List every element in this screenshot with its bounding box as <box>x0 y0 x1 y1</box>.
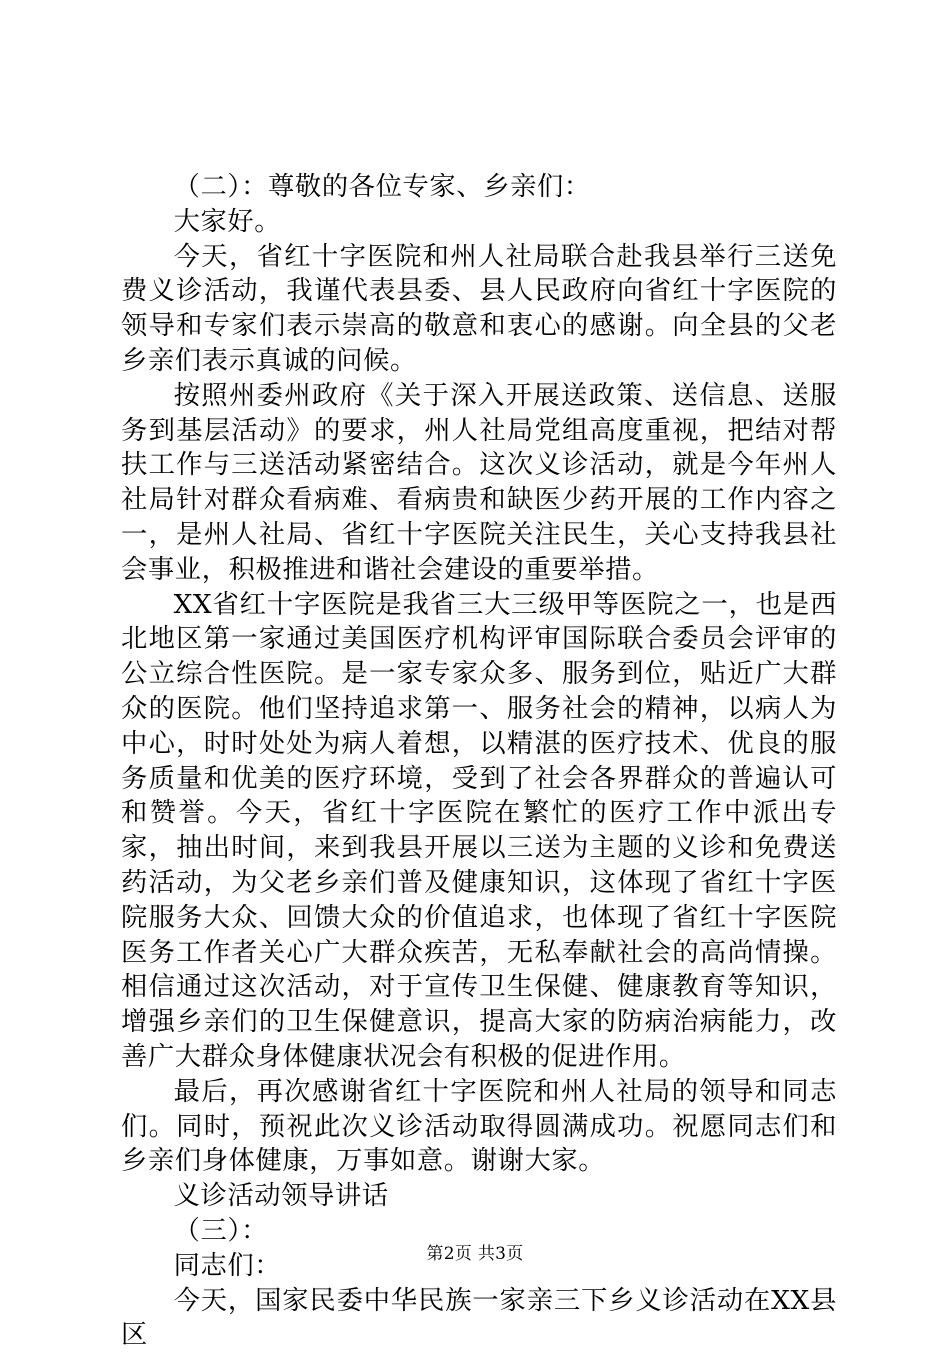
salutation-paragraph: 同志们： <box>121 1249 837 1284</box>
body-paragraph: 今天，国家民委中华民族一家亲三下乡义诊活动在XX县区 <box>121 1284 837 1353</box>
page-number-label: 第2页 共3页 <box>426 1244 523 1264</box>
section-heading: 义诊活动领导讲话 <box>121 1179 837 1214</box>
salutation-paragraph: （二）：尊敬的各位专家、乡亲们： <box>121 170 837 205</box>
body-paragraph: 今天，省红十字医院和州人社局联合赴我县举行三送免费义诊活动，我谨代表县委、县人民政府向省红十字医院的领导和专家们表示崇高的敬意和衷心的感谢。向全县的父老乡亲们表示真诚的问候。 <box>121 240 837 379</box>
section-number: （三）： <box>121 1214 837 1249</box>
closing-paragraph: 最后，再次感谢省红十字医院和州人社局的领导和同志们。同时，预祝此次义诊活动取得圆满成功。祝愿同志们和乡亲们身体健康，万事如意。谢谢大家。 <box>121 1075 837 1179</box>
greeting-paragraph: 大家好。 <box>121 205 837 240</box>
body-paragraph: XX省红十字医院是我省三大三级甲等医院之一，也是西北地区第一家通过美国医疗机构评审国际联合委员会评审的公立综合性医院。是一家专家众多、服务到位，贴近广大群众的医院。他们坚持追求第一、服务社会的精神，以病人为中心，时时处处为病人着想，以精湛的医疗技术、优良的服务质量和优美的医疗环境，受到了社会各界群众的普遍认可和赞誉。今天，省红十字医院在繁忙的医疗工作中派出专家，抽出时间，来到我县开展以三送为主题的义诊和免费送药活动，为父老乡亲们普及健康知识，这体现了省红十字医院服务大众、回馈大众的价值追求，也体现了省红十字医院医务工作者关心广大群众疾苦，无私奉献社会的高尚情操。相信通过这次活动，对于宣传卫生保健、健康教育等知识，增强乡亲们的卫生保健意识，提高大家的防病治病能力，改善广大群众身体健康状况会有积极的促进作用。 <box>121 588 837 1075</box>
body-paragraph: 按照州委州政府《关于深入开展送政策、送信息、送服务到基层活动》的要求，州人社局党组高度重视，把结对帮扶工作与三送活动紧密结合。这次义诊活动，就是今年州人社局针对群众看病难、看病贵和缺医少药开展的工作内容之一，是州人社局、省红十字医院关注民生，关心支持我县社会事业，积极推进和谐社会建设的重要举措。 <box>121 379 837 588</box>
page-footer <box>0 1243 950 1265</box>
document-body <box>121 170 837 1353</box>
